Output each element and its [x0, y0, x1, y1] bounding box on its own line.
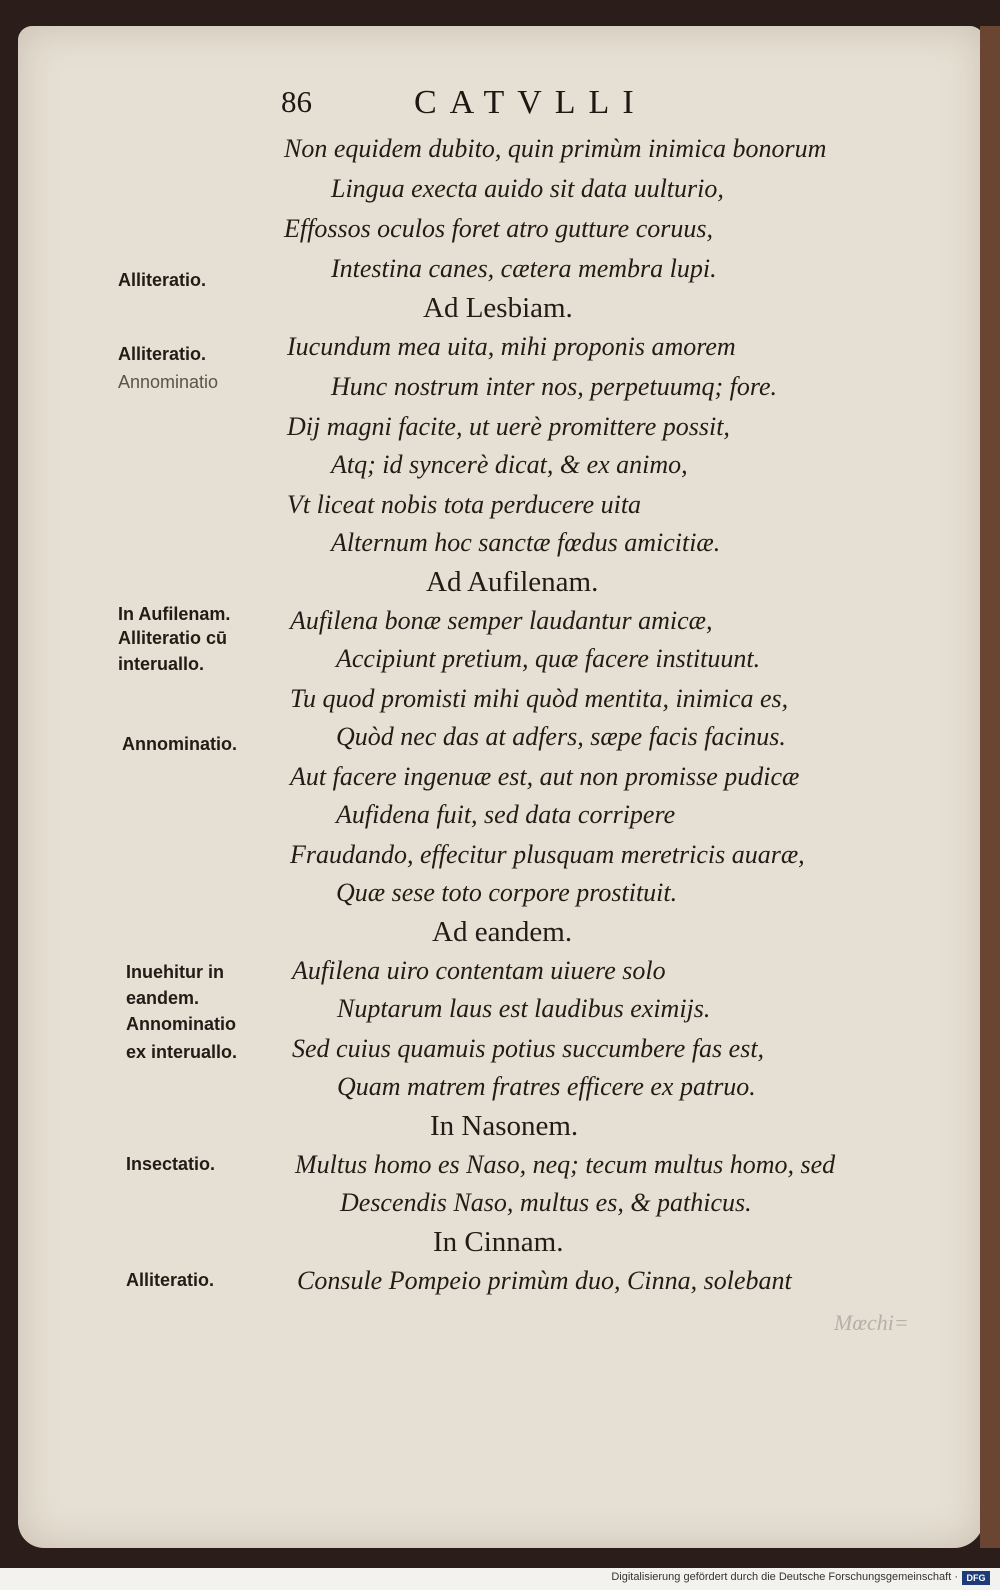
poem-heading: Ad Lesbiam. — [423, 292, 573, 324]
verse-line: Hunc nostrum inter nos, perpetuumq; fore. — [331, 372, 778, 401]
verse-line: Aut facere ingenuæ est, aut non promisse pudicæ — [290, 762, 800, 791]
verse-line: Dij magni facite, ut uerè promittere possit, — [287, 412, 730, 441]
margin-note: Alliteratio cū — [118, 628, 228, 648]
verse-line: Aufidena fuit, sed data corripere — [336, 800, 676, 829]
dfg-logo-icon: DFG — [962, 1571, 990, 1585]
verse-line: Aufilena uiro contentam uiuere solo — [292, 956, 666, 985]
verse-line: Lingua execta auido sit data uulturio, — [331, 174, 724, 203]
catchword: Mœchi= — [834, 1310, 909, 1335]
verse-line: Iucundum mea uita, mihi proponis amorem — [287, 332, 736, 361]
poem-heading: In Nasonem. — [430, 1110, 579, 1142]
margin-note: eandem. — [126, 988, 200, 1008]
verse-line: Nuptarum laus est laudibus eximijs. — [337, 994, 711, 1023]
running-title: CATVLLI — [414, 84, 647, 121]
verse-line: Descendis Naso, multus es, & pathicus. — [340, 1188, 752, 1217]
verse-line: Intestina canes, cætera membra lupi. — [331, 254, 717, 283]
margin-note: interuallo. — [118, 654, 205, 674]
margin-note: Annominatio. — [122, 734, 237, 754]
margin-note: ex interuallo. — [126, 1042, 238, 1062]
verse-line: Fraudando, effecitur plusquam meretricis auaræ, — [290, 840, 805, 869]
verse-line: Aufilena bonæ semper laudantur amicæ, — [290, 606, 713, 635]
verse-line: Atq; id syncerè dicat, & ex animo, — [331, 450, 688, 479]
margin-note: Alliteratio. — [118, 344, 207, 364]
footer-credit: Digitalisierung gefördert durch die Deutsche Forschungsgemeinschaft · — [611, 1571, 958, 1583]
verse-line: Effossos oculos foret atro gutture coruus, — [284, 214, 713, 243]
verse-line: Sed cuius quamuis potius succumbere fas est, — [292, 1034, 765, 1063]
margin-note: Inuehitur in — [126, 962, 224, 982]
page-edge — [980, 26, 1000, 1548]
verse-line: Accipiunt pretium, quæ facere instituunt. — [336, 644, 761, 673]
margin-note: In Aufilenam. — [118, 604, 231, 624]
running-head — [0, 84, 1000, 128]
margin-note: Annominatio — [118, 372, 219, 392]
verse-line: Alternum hoc sanctæ fœdus amicitiæ. — [331, 528, 721, 557]
margin-note: Alliteratio. — [126, 1270, 215, 1290]
page-number: 86 — [281, 84, 312, 119]
margin-note: Insectatio. — [126, 1154, 216, 1174]
verse-line: Quæ sese toto corpore prostituit. — [336, 878, 678, 907]
verse-line: Non equidem dubito, quin primùm inimica bonorum — [284, 134, 827, 163]
verse-line: Vt liceat nobis tota perducere uita — [287, 490, 642, 519]
margin-note: Alliteratio. — [118, 270, 207, 290]
poem-heading: Ad Aufilenam. — [426, 566, 599, 598]
poem-heading: Ad eandem. — [432, 916, 573, 948]
footer-bar — [0, 1568, 1000, 1590]
margin-note: Annominatio — [126, 1014, 236, 1034]
verse-line: Consule Pompeio primùm duo, Cinna, solebant — [297, 1266, 792, 1295]
verse-line: Tu quod promisti mihi quòd mentita, inimica es, — [290, 684, 789, 713]
verse-line: Multus homo es Naso, neq; tecum multus homo, sed — [295, 1150, 836, 1179]
verse-line: Quòd nec das at adfers, sæpe facis facinus. — [336, 722, 786, 751]
poem-heading: In Cinnam. — [433, 1226, 564, 1258]
verse-line: Quam matrem fratres efficere ex patruo. — [337, 1072, 756, 1101]
